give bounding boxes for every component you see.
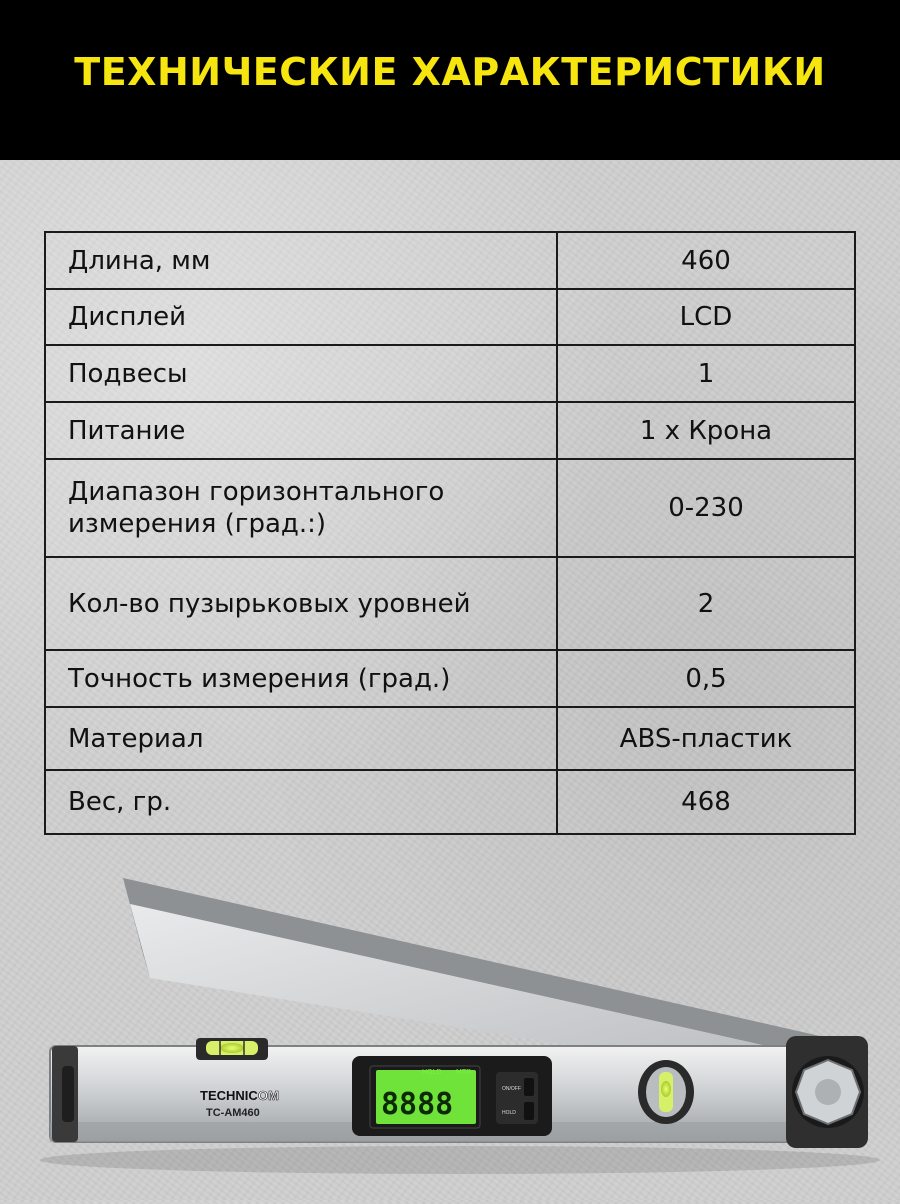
spec-value: LCD	[557, 289, 855, 345]
spec-label: Питание	[45, 402, 557, 459]
hold-button	[524, 1102, 534, 1120]
spec-label: Кол-во пузырьковых уровней	[45, 557, 557, 650]
lcd-hold-label: HOLD	[422, 1069, 442, 1076]
table-row	[45, 289, 855, 345]
table-row	[45, 707, 855, 770]
bubble-vial-top	[196, 1038, 268, 1060]
spec-value: 460	[557, 232, 855, 289]
spec-value: 0,5	[557, 650, 855, 707]
header-bar	[0, 0, 900, 160]
btn-label-lower: HOLD	[502, 1110, 516, 1116]
spec-value: 1 х Крона	[557, 402, 855, 459]
table-row	[45, 345, 855, 402]
btn-label-upper: ON/OFF	[502, 1086, 521, 1092]
power-button	[524, 1078, 534, 1096]
table-row	[45, 232, 855, 289]
table-row	[45, 770, 855, 834]
table-row	[45, 650, 855, 707]
page-title: ТЕХНИЧЕСКИЕ ХАРАКТЕРИСТИКИ	[74, 50, 826, 94]
spec-value: 468	[557, 770, 855, 834]
spec-label: Диапазон горизонтального измерения (град.:)	[45, 459, 557, 557]
lcd-mtr-label: MTR	[456, 1069, 472, 1076]
spec-value: 2	[557, 557, 855, 650]
table-row	[45, 459, 855, 557]
spec-value: ABS-пластик	[557, 707, 855, 770]
shadow	[40, 1146, 880, 1174]
spec-label: Подвесы	[45, 345, 557, 402]
specs-table	[44, 231, 856, 835]
lcd-reading: 8888	[381, 1087, 454, 1122]
spec-label: Материал	[45, 707, 557, 770]
table-row	[45, 557, 855, 650]
angle-finder-illustration	[0, 860, 900, 1200]
model-number: TC-AM460	[206, 1107, 260, 1119]
spec-label: Дисплей	[45, 289, 557, 345]
bubble-vial-side	[638, 1060, 694, 1124]
spec-label: Вес, гр.	[45, 770, 557, 834]
spec-label: Точность измерения (град.)	[45, 650, 557, 707]
table-row	[45, 402, 855, 459]
product-image	[0, 860, 900, 1200]
spec-label: Длина, мм	[45, 232, 557, 289]
spec-value: 1	[557, 345, 855, 402]
brand-suffix: OM	[258, 1088, 279, 1103]
brand-name: TECHNIC	[200, 1088, 258, 1103]
hinge-knob	[786, 1036, 868, 1148]
lcd-module	[352, 1056, 552, 1136]
spec-value: 0-230	[557, 459, 855, 557]
